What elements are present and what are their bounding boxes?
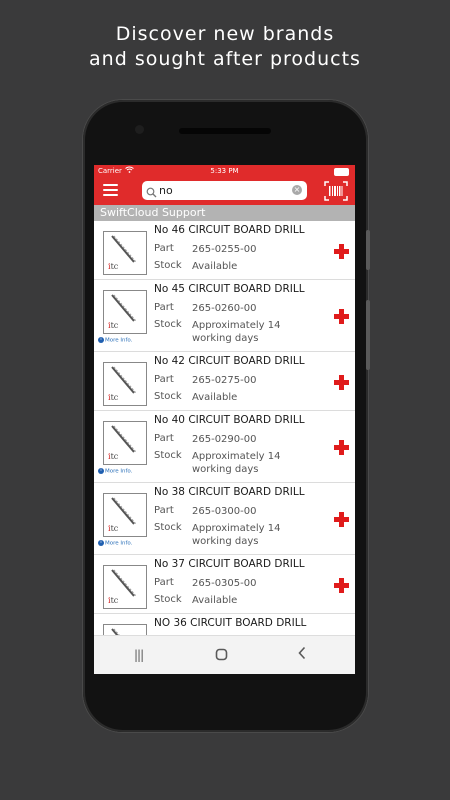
stock-label: Stock [154, 319, 182, 330]
battery-icon [334, 168, 349, 176]
headline-line-1: Discover new brands [115, 23, 335, 45]
search-field[interactable] [142, 181, 307, 200]
back-icon[interactable] [298, 646, 306, 664]
app-screen [94, 165, 355, 673]
part-label: Part [154, 374, 174, 385]
product-title: No 38 CIRCUIT BOARD DRILL [154, 486, 305, 498]
product-thumbnail [103, 290, 147, 334]
search-input[interactable]: no [159, 184, 173, 197]
earpiece-speaker [179, 128, 271, 134]
more-info-label: More Info. [105, 540, 133, 547]
info-icon: i [98, 337, 104, 343]
part-number: 265-0290-00 [192, 434, 257, 445]
add-to-cart-icon[interactable] [334, 309, 349, 324]
part-label: Part [154, 433, 174, 444]
stock-status: Available [192, 261, 238, 272]
add-to-cart-icon[interactable] [334, 512, 349, 527]
promo-headline [0, 22, 450, 72]
section-header: SwiftCloud Support [94, 205, 355, 221]
itc-logo: itc [108, 452, 119, 461]
part-label: Part [154, 243, 174, 254]
info-icon: i [98, 540, 104, 546]
product-title: No 42 CIRCUIT BOARD DRILL [154, 355, 305, 367]
stock-status: Approximately 14 working days [192, 320, 281, 344]
product-row[interactable] [94, 483, 355, 555]
part-number: 265-0275-00 [192, 375, 257, 386]
info-icon: i [98, 468, 104, 474]
stock-label: Stock [154, 391, 182, 402]
add-to-cart-icon[interactable] [334, 578, 349, 593]
stock-label: Stock [154, 594, 182, 605]
stock-label: Stock [154, 260, 182, 271]
stock-label: Stock [154, 450, 182, 461]
more-info-link[interactable] [98, 540, 132, 547]
headline-line-2: and sought after products [89, 48, 361, 70]
product-thumbnail [103, 231, 147, 275]
stock-status: Available [192, 595, 238, 606]
itc-logo: itc [108, 321, 119, 330]
add-to-cart-icon[interactable] [334, 440, 349, 455]
product-row[interactable] [94, 555, 355, 614]
itc-logo: itc [108, 596, 119, 605]
product-list [94, 221, 355, 635]
more-info-link[interactable] [98, 468, 132, 475]
add-to-cart-icon[interactable] [334, 375, 349, 390]
status-bar [94, 165, 355, 178]
product-thumbnail [103, 493, 147, 537]
status-time: 5:33 PM [210, 167, 239, 175]
more-info-label: More Info. [105, 468, 133, 475]
android-nav-bar [94, 635, 355, 674]
itc-logo: itc [108, 393, 119, 402]
product-thumbnail [103, 565, 147, 609]
part-number: 265-0305-00 [192, 578, 257, 589]
part-label: Part [154, 577, 174, 588]
volume-button [366, 300, 370, 370]
stock-label: Stock [154, 522, 182, 533]
product-row[interactable] [94, 221, 355, 280]
menu-icon[interactable] [103, 184, 118, 197]
product-row[interactable] [94, 280, 355, 352]
more-info-link[interactable] [98, 337, 132, 344]
more-info-label: More Info. [105, 337, 133, 344]
product-thumbnail [103, 362, 147, 406]
product-title: No 37 CIRCUIT BOARD DRILL [154, 558, 305, 570]
stock-status: Approximately 14 working days [192, 451, 281, 475]
clear-search-icon[interactable]: × [293, 185, 301, 194]
product-title: NO 36 CIRCUIT BOARD DRILL [154, 617, 307, 629]
search-icon [146, 183, 156, 193]
product-row[interactable] [94, 411, 355, 483]
home-icon[interactable] [215, 647, 228, 665]
product-title: No 45 CIRCUIT BOARD DRILL [154, 283, 305, 295]
itc-logo: itc [108, 524, 119, 533]
part-number: 265-0260-00 [192, 303, 257, 314]
stock-status: Available [192, 392, 238, 403]
product-row[interactable] [94, 352, 355, 411]
power-button [366, 230, 370, 270]
product-thumbnail [103, 421, 147, 465]
front-camera [135, 125, 144, 134]
recent-apps-icon[interactable]: ||| [134, 648, 144, 662]
part-number: 265-0300-00 [192, 506, 257, 517]
product-title: No 40 CIRCUIT BOARD DRILL [154, 414, 305, 426]
itc-logo: itc [108, 262, 119, 271]
carrier-label: Carrier [98, 167, 122, 175]
stock-status: Approximately 14 working days [192, 523, 281, 547]
product-title: No 46 CIRCUIT BOARD DRILL [154, 224, 305, 236]
app-header [94, 178, 355, 205]
add-to-cart-icon[interactable] [334, 244, 349, 259]
part-label: Part [154, 505, 174, 516]
part-number: 265-0255-00 [192, 244, 257, 255]
barcode-scan-icon[interactable] [324, 181, 348, 201]
part-label: Part [154, 302, 174, 313]
